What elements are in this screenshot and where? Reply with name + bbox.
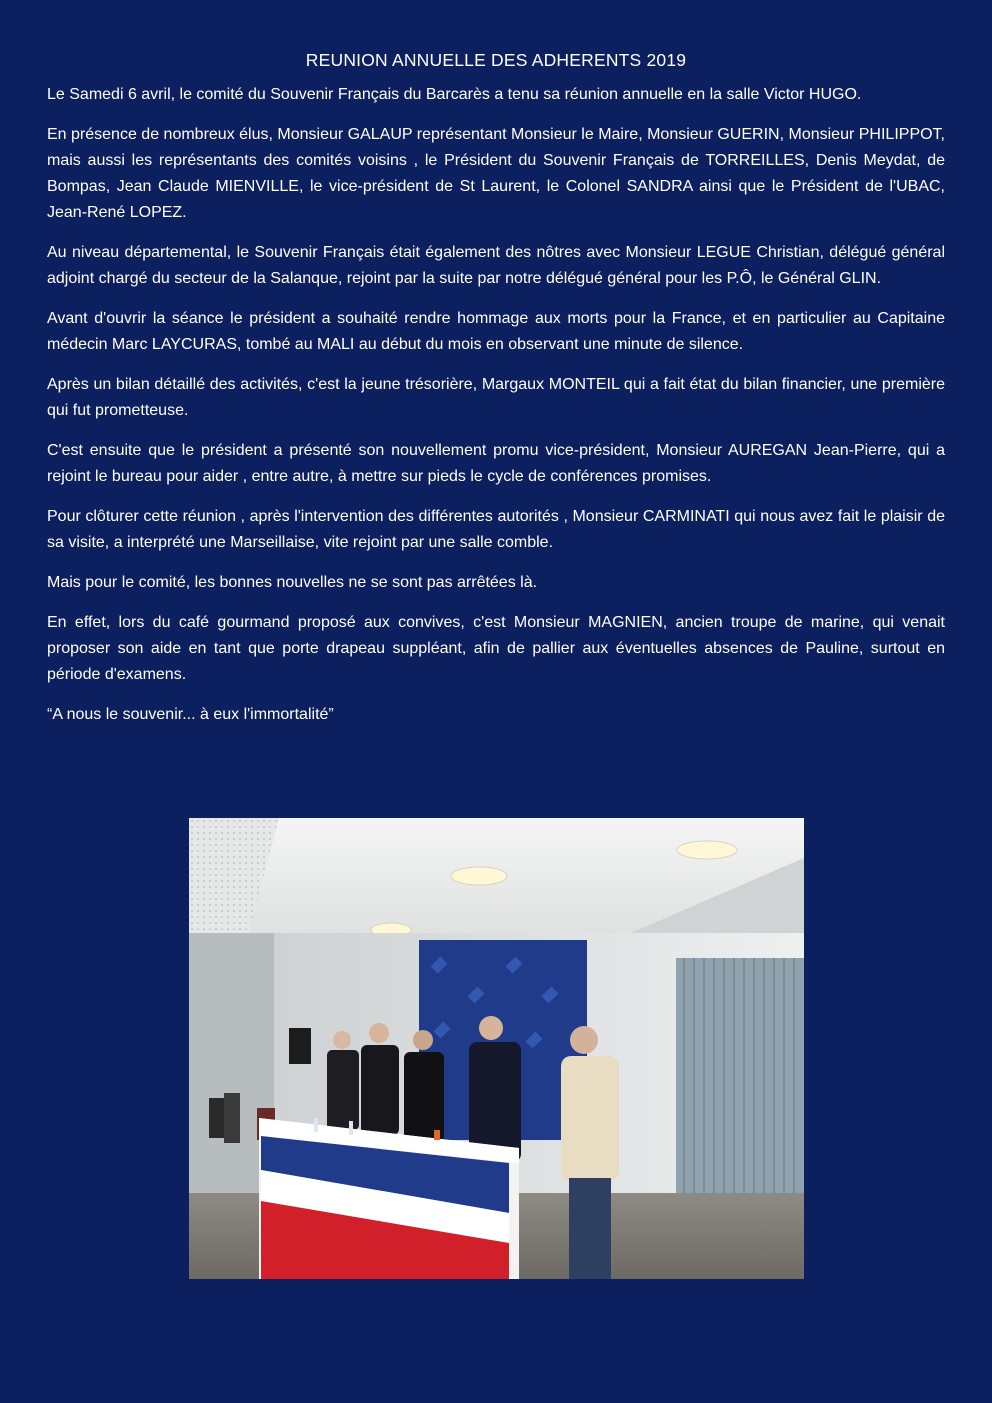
meeting-photo — [189, 818, 804, 1279]
paragraph-good-news: Mais pour le comité, les bonnes nouvelles ne se sont pas arrêtées là. — [47, 574, 538, 591]
document-page — [47, 50, 945, 742]
paragraph-tribute: Avant d'ouvrir la séance le président a souhaité rendre hommage aux morts pour la France, et en particulier au Capitaine médecin Marc LAYCURAS, tombé au MALI au début du mois en observant une minute de silence. — [47, 310, 945, 353]
paragraph-closing: Pour clôturer cette réunion , après l'intervention des différentes autorités , Monsieur CARMINATI qui nous avez fait le plaisir de sa visite, a interprété une Marseillaise, vite rejoint par une salle comble. — [47, 508, 945, 551]
paragraph-financial: Après un bilan détaillé des activités, c'est la jeune trésorière, Margaux MONTEIL qui a fait état du bilan financier, une première qui fut prometteuse. — [47, 376, 945, 419]
paragraph-flag-bearer: En effet, lors du café gourmand proposé aux convives, c'est Monsieur MAGNIEN, ancien troupe de marine, qui venait proposer son aide en tant que porte drapeau suppléant, afin de pallier aux éventuelles absences de Pauline, surtout en période d'examens. — [47, 614, 945, 683]
page-title: REUNION ANNUELLE DES ADHERENTS 2019 — [305, 50, 687, 70]
quote-motto: “A nous le souvenir... à eux l'immortalité” — [47, 706, 334, 723]
paragraph-intro: Le Samedi 6 avril, le comité du Souvenir Français du Barcarès a tenu sa réunion annuelle en la salle Victor HUGO. — [47, 86, 862, 103]
paragraph-attendees: En présence de nombreux élus, Monsieur GALAUP représentant Monsieur le Maire, Monsieur GUERIN, Monsieur PHILIPPOT, mais aussi les représentants des comités voisins , le Président du Souvenir Français de TORREILLES, Denis Meydat, de Bompas, Jean Claude MIENVILLE, le vice-président de St Laurent, le Colonel SANDRA ainsi que le Président de l'UBAC, Jean-René LOPEZ. — [47, 126, 945, 221]
paragraph-departmental: Au niveau départemental, le Souvenir Français était également des nôtres avec Monsieur LEGUE Christian, délégué général adjoint chargé du secteur de la Salanque, rejoint par la suite par notre délégué général pour les P.Ô, le Général GLIN. — [47, 244, 945, 287]
paragraph-vice-president: C'est ensuite que le président a présenté son nouvellement promu vice-président, Monsieur AUREGAN Jean-Pierre, qui a rejoint le bureau pour aider , entre autre, à mettre sur pieds le cycle de conférences promises. — [47, 442, 945, 485]
